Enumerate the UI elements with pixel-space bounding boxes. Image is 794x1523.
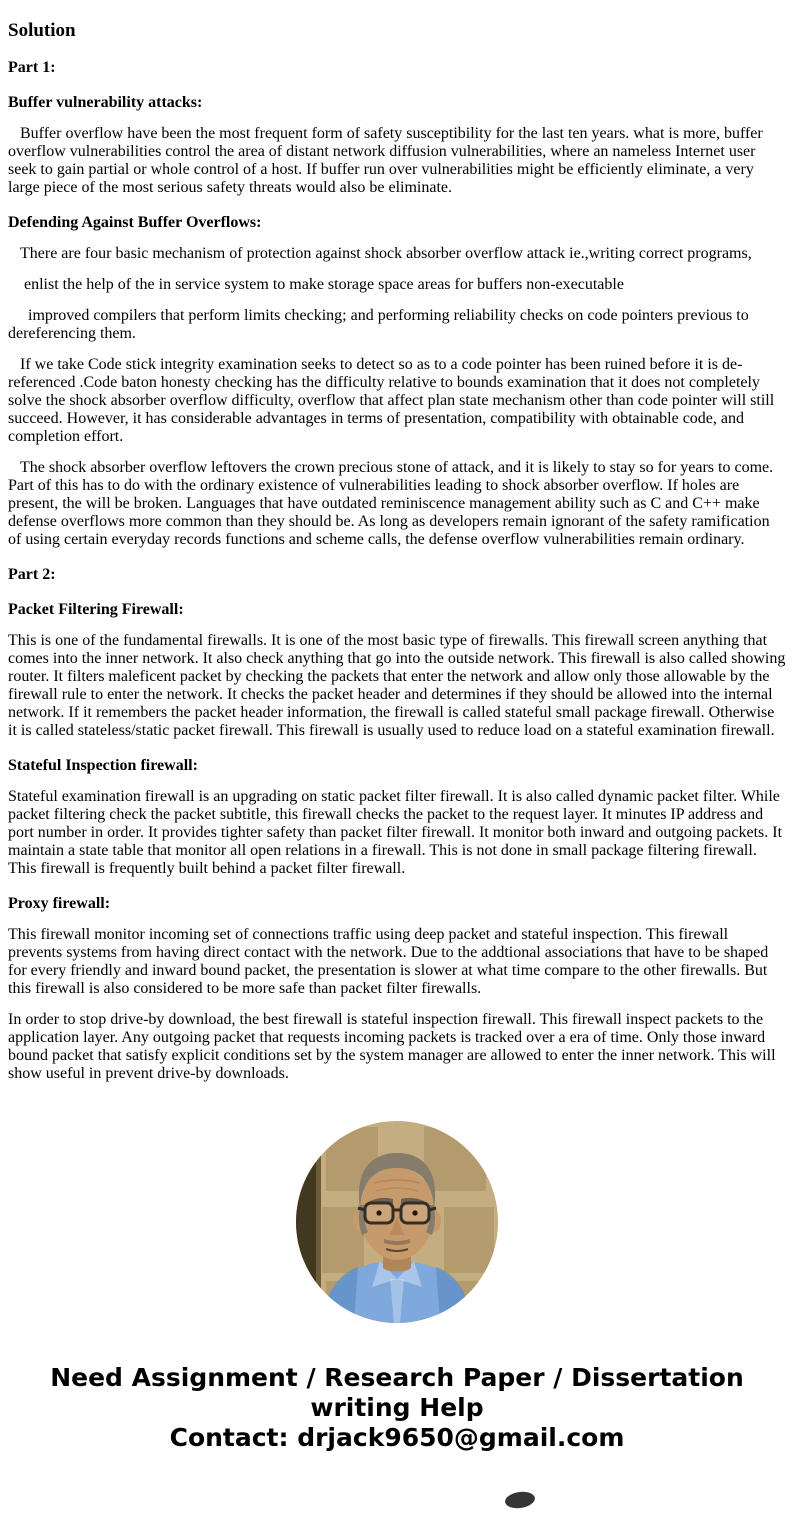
paragraph-non-executable-buffers: enlist the help of the in service system to make storage space areas for buffers non-executable [8, 276, 624, 293]
page-title: Solution [8, 20, 76, 41]
tutor-photo-container [8, 1121, 786, 1323]
paragraph-code-integrity-checking: If we take Code stick integrity examination seeks to detect so as to a code pointer has been ruined before it is de-referenced .Code baton honesty checking has the difficulty relative to bounds examination that it does not completely solve the shock absorber overflow difficulty, overflow that affect plan state mechanism other than code pointer will still succeed. However, it has considerable advantages in terms of presentation, compatibility with obtainable code, and completion effort. [8, 356, 779, 445]
heading-packet-filtering-firewall: Packet Filtering Firewall: [8, 601, 184, 618]
heading-part-2: Part 2: [8, 566, 56, 583]
paragraph-packet-filtering-firewall: This is one of the fundamental firewalls. It is one of the most basic type of firewalls. This firewall screen anything that comes into the inner network. It also check anything that go into the outside network. This firewall is also called showing router. It filters maleficent packet by checking the packets that enter the network and allow only those allowable by the firewall rule to enter the network. It checks the packet header and determines if they should be allowed into the internal network. If it remembers the packet header information, the firewall is called stateful small package firewall. Otherwise it is called stateless/static packet firewall. This firewall is usually used to reduce load on a stateful examination firewall. [8, 632, 790, 739]
heading-part-1: Part 1: [8, 59, 56, 76]
promo-line-2: writing Help [310, 1393, 484, 1422]
promo-line-1: Need Assignment / Research Paper / Dissertation [50, 1363, 744, 1392]
paragraph-drive-by-download: In order to stop drive-by download, the best firewall is stateful inspection firewall. This firewall inspect packets to the application layer. Any outgoing packet that requests incoming packets is tracked over a era of time. Only those inward bound packet that satisfy explicit conditions set by the system manager are allowed to enter the inner network. This will show useful in prevent drive-by downloads. [8, 1011, 780, 1082]
tutor-photo [296, 1121, 498, 1323]
heading-buffer-vulnerability-attacks: Buffer vulnerability attacks: [8, 94, 203, 111]
ink-smudge [504, 1490, 536, 1510]
eyes [376, 1210, 381, 1215]
promo-banner [8, 1363, 786, 1453]
paragraph-stateful-inspection-firewall: Stateful examination firewall is an upgrading on static packet filter firewall. It is also called dynamic packet filter. While packet filtering check the packet subtitle, this firewall checks the packet to the request layer. It minutes IP address and port number in order. It provides tighter safety than packet filter firewall. It monitor both inward and outgoing packets. It maintain a state table that monitor all open relations in a firewall. This is not done in small package filtering firewall. This firewall is frequently built behind a packet filter firewall. [8, 788, 787, 877]
contact-email-line: Contact: drjack9650@gmail.com [169, 1423, 625, 1452]
door-edge [296, 1121, 316, 1323]
heading-defending-against-buffer-overflows: Defending Against Buffer Overflows: [8, 214, 262, 231]
paragraph-improved-compilers: improved compilers that perform limits checking; and performing reliability checks on code pointers previous to dereferencing them. [8, 307, 753, 342]
heading-proxy-firewall: Proxy firewall: [8, 895, 111, 912]
paragraph-buffer-overflow-outlook: The shock absorber overflow leftovers the crown precious stone of attack, and it is likely to stay so for years to come. Part of this has to do with the ordinary existence of vulnerabilities leading to shock absorber overflow. If holes are present, the will be broken. Languages that have outdated reminiscence management ability such as C and C++ make defense overflows more common than they should be. As long as developers remain ignorant of the safety ramification of using certain everyday records functions and scheme calls, the defense overflow vulnerabilities remain ordinary. [8, 459, 778, 548]
paragraph-protection-mechanisms: There are four basic mechanism of protection against shock absorber overflow attack ie.,writing correct programs, [8, 245, 752, 262]
paragraph-proxy-firewall: This firewall monitor incoming set of connections traffic using deep packet and stateful inspection. This firewall prevents systems from having direct contact with the network. Due to the addtional associations that have to be shaped for every friendly and inward bound packet, the presentation is slower at what time compare to the other firewalls. But this firewall is also considered to be more safe than packet filter firewalls. [8, 926, 773, 997]
paragraph-buffer-overflow-intro: Buffer overflow have been the most frequent form of safety susceptibility for the last ten years. what is more, buffer overflow vulnerabilities control the area of distant network diffusion vulnerabilities, where an nameless Internet user seek to gain partial or whole control of a host. If buffer run over vulnerabilities might be efficiently eliminate, a very large piece of the most serious safety threats would also be eliminate. [8, 125, 767, 196]
heading-stateful-inspection-firewall: Stateful Inspection firewall: [8, 757, 198, 774]
